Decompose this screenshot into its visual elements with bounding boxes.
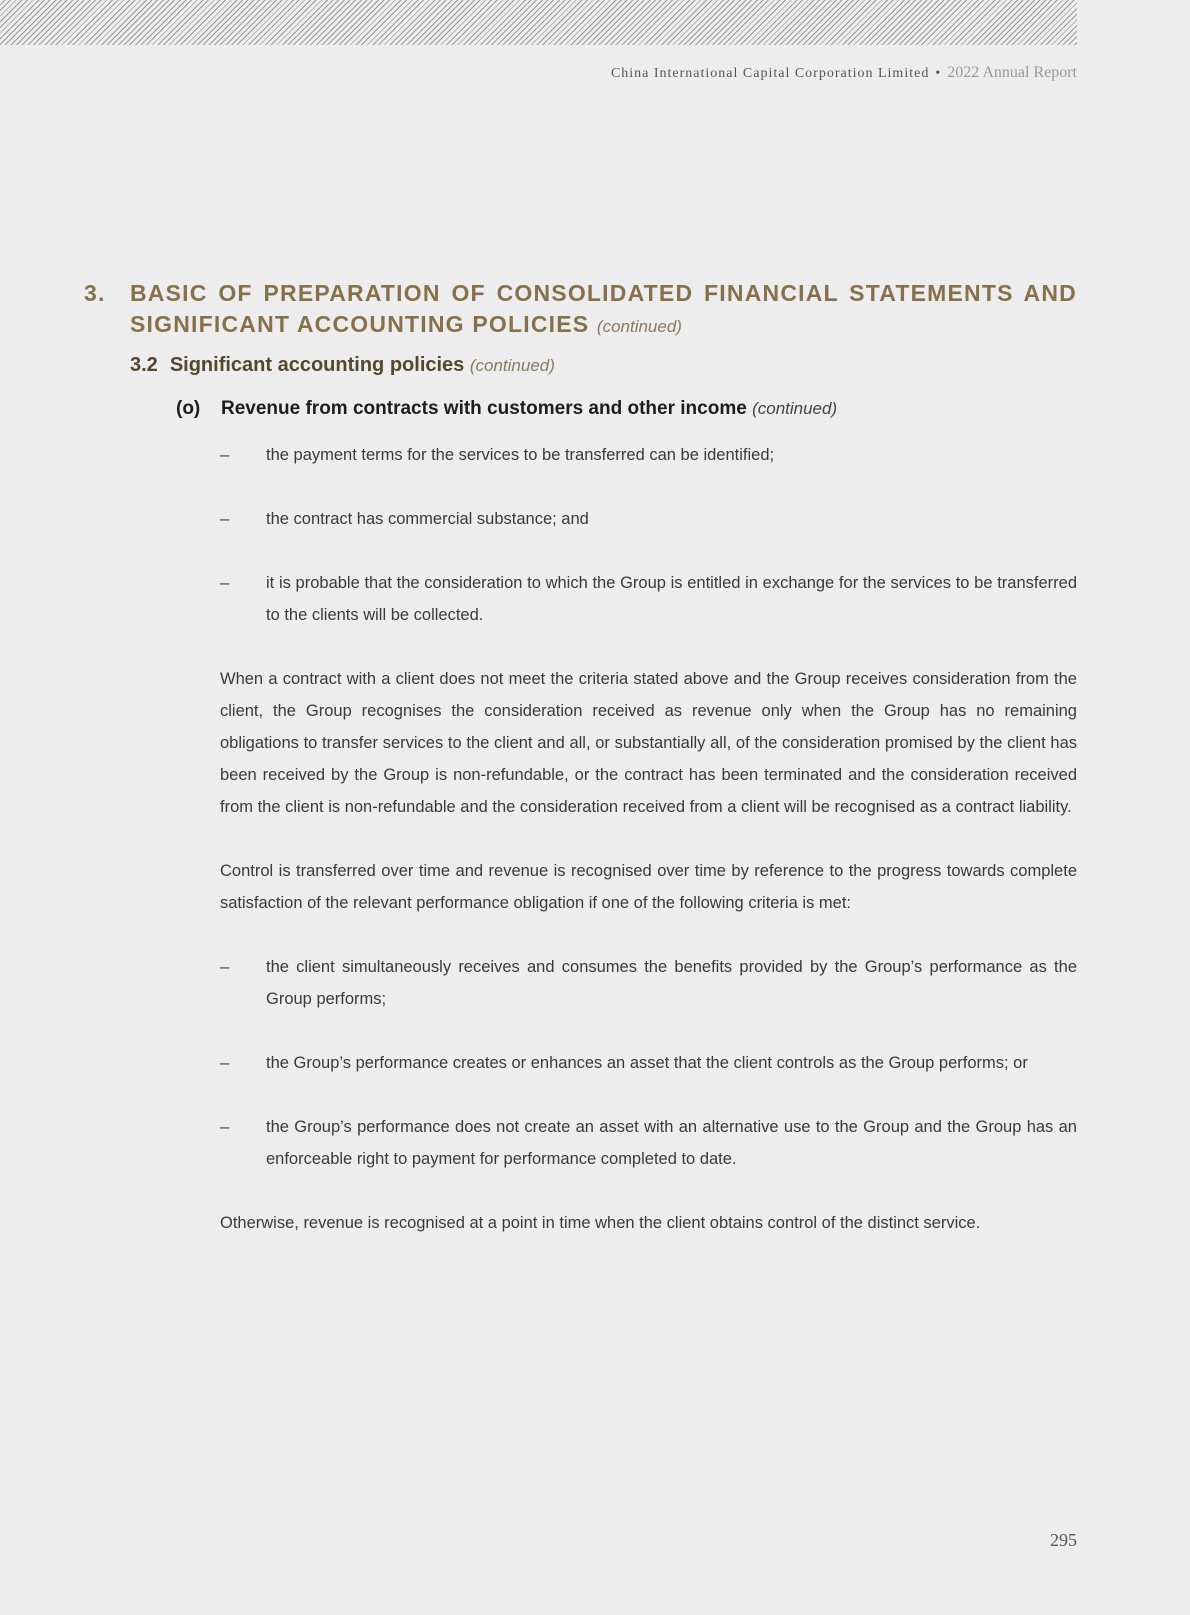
dash-bullet: – bbox=[220, 446, 230, 464]
list-item bbox=[220, 567, 1077, 631]
company-name: China International Capital Corporation Limited bbox=[610, 66, 930, 81]
continued-label: (continued) bbox=[752, 399, 838, 418]
paragraph: When a contract with a client does not meet the criteria stated above and the Group receives consideration from the client, the Group recognises the consideration received as revenue only when the Group has no remaining obligations to transfer services to the client and all, or substantially all, of the consideration promised by the client has been received by the Group is non-refundable, or the contract has been terminated and the consideration received from the client is non-refundable and the consideration received from a client will be recognised as a contract liability. bbox=[220, 670, 1077, 816]
list-item bbox=[220, 1111, 1077, 1175]
list-item-text: the contract has commercial substance; and bbox=[266, 510, 589, 528]
list-item-text: the client simultaneously receives and consumes the benefits provided by the Group’s performance as the Group performs; bbox=[266, 958, 1077, 1008]
subsection-title: Significant accounting policies bbox=[169, 354, 465, 376]
body-text bbox=[220, 439, 1077, 1271]
list-item-text: the Group’s performance does not create an asset with an alternative use to the Group and the Group has an enforceable right to payment for performance completed to date. bbox=[266, 1118, 1077, 1168]
paragraph: Otherwise, revenue is recognised at a point in time when the client obtains control of the distinct service. bbox=[220, 1214, 981, 1232]
section-title-line2: SIGNIFICANT ACCOUNTING POLICIES bbox=[130, 311, 590, 337]
continued-label: (continued) bbox=[596, 317, 682, 336]
report-title: 2022 Annual Report bbox=[947, 64, 1077, 81]
subsection-heading bbox=[130, 354, 555, 377]
dash-bullet: – bbox=[220, 1118, 230, 1136]
list-item-text: the Group’s performance creates or enhances an asset that the client controls as the Group performs; or bbox=[266, 1054, 1028, 1072]
list-item-text: it is probable that the consideration to which the Group is entitled in exchange for the services to be transferred to the clients will be collected. bbox=[266, 574, 1077, 624]
running-header bbox=[611, 64, 1077, 82]
section-number: 3. bbox=[84, 280, 106, 306]
dash-bullet: – bbox=[220, 574, 230, 592]
decorative-hatch-band bbox=[0, 0, 1077, 45]
dash-bullet: – bbox=[220, 1054, 230, 1072]
page-number: 295 bbox=[1050, 1530, 1077, 1550]
subsection-number: 3.2 bbox=[130, 354, 158, 376]
item-heading bbox=[176, 398, 837, 420]
list-item bbox=[220, 1047, 1077, 1079]
list-item-text: the payment terms for the services to be transferred can be identified; bbox=[266, 446, 775, 464]
item-number: (o) bbox=[176, 398, 201, 419]
dash-bullet: – bbox=[220, 510, 230, 528]
continued-label: (continued) bbox=[469, 356, 555, 375]
dash-bullet: – bbox=[220, 958, 230, 976]
section-title-line1: BASIC OF PREPARATION OF CONSOLIDATED FINANCIAL STATEMENTS AND bbox=[130, 280, 1077, 306]
paragraph: Control is transferred over time and revenue is recognised over time by reference to the progress towards complete satisfaction of the relevant performance obligation if one of the following criteria is met: bbox=[220, 862, 1077, 912]
list-item bbox=[220, 503, 1077, 535]
list-item bbox=[220, 951, 1077, 1015]
list-item bbox=[220, 439, 1077, 471]
item-title: Revenue from contracts with customers and other income bbox=[221, 398, 747, 419]
section-heading bbox=[84, 278, 1077, 342]
bullet-separator: • bbox=[935, 66, 942, 81]
